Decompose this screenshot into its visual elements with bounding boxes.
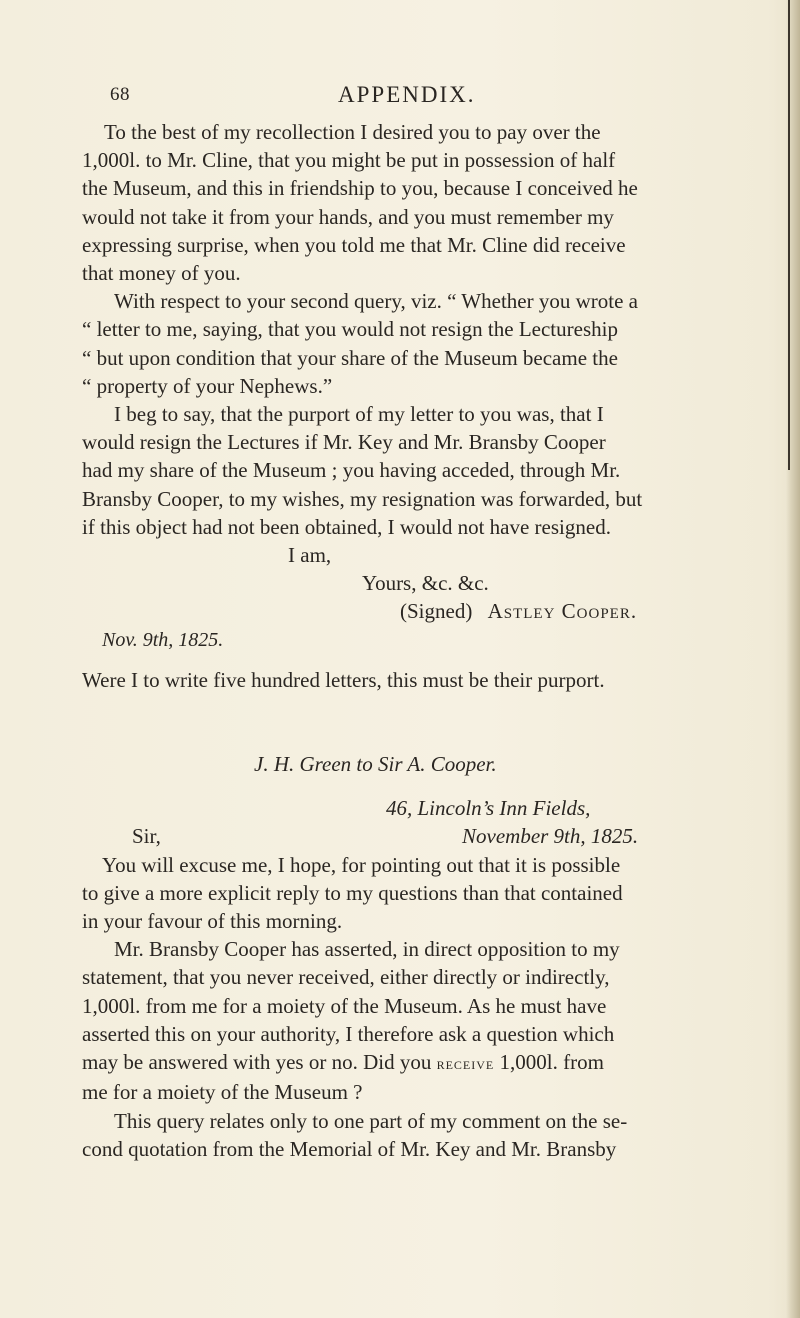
- paragraph: [82, 400, 734, 541]
- text-line: “ property of your Nephews.”: [82, 373, 333, 398]
- text-line: Mr. Bransby Cooper has asserted, in direct opposition to my: [114, 937, 620, 962]
- text-line: “ letter to me, saying, that you would not resign the Lectureship: [82, 317, 618, 342]
- emphasis-text: receive: [436, 1054, 495, 1074]
- text-line: the Museum, and this in friendship to you, because I conceived he: [82, 176, 638, 201]
- text-line: if this object had not been obtained, I would not have resigned.: [82, 514, 611, 539]
- valediction: Yours, &c. &c.: [362, 571, 489, 596]
- paragraph: [82, 851, 734, 936]
- text-line: in your favour of this morning.: [82, 909, 343, 934]
- letter-date: Nov. 9th, 1825.: [102, 628, 224, 651]
- text-line: This query relates only to one part of my comment on the se-: [114, 1108, 628, 1133]
- letter-address: 46, Lincoln’s Inn Fields,: [386, 796, 591, 821]
- page-number: 68: [110, 84, 130, 105]
- text-line: 1,000l. from me for a moiety of the Museum. As he must have: [82, 993, 607, 1018]
- remark: Were I to write five hundred letters, this must be their purport.: [82, 667, 605, 692]
- text-line: With respect to your second query, viz. “ Whether you wrote a: [114, 289, 638, 314]
- text-line: Bransby Cooper, to my wishes, my resignation was forwarded, but: [82, 486, 643, 511]
- text-line: that money of you.: [82, 261, 241, 286]
- paragraph: [82, 935, 734, 1106]
- text-line: [82, 1048, 734, 1078]
- text-line: I beg to say, that the purport of my letter to you was, that I: [114, 402, 604, 427]
- text-line: would not take it from your hands, and you must remember my: [82, 204, 614, 229]
- text-line: had my share of the Museum ; you having acceded, through Mr.: [82, 458, 621, 483]
- text-line: 1,000l. to Mr. Cline, that you might be put in possession of half: [82, 148, 616, 173]
- text-line: would resign the Lectures if Mr. Key and Mr. Bransby Cooper: [82, 430, 606, 455]
- running-head: APPENDIX.: [338, 82, 476, 107]
- signature: Astley Cooper.: [487, 599, 638, 624]
- text-line: asserted this on your authority, I therefore ask a question which: [82, 1021, 615, 1046]
- paragraph: [82, 1107, 734, 1163]
- text-line: expressing surprise, when you told me that Mr. Cline did receive: [82, 232, 626, 257]
- text-line: You will excuse me, I hope, for pointing out that it is possible: [102, 852, 621, 877]
- text-fragment: may be answered with yes or no. Did you: [82, 1050, 437, 1075]
- text-line: “ but upon condition that your share of the Museum became the: [82, 345, 618, 370]
- text-line: To the best of my recollection I desired you to pay over the: [104, 120, 601, 144]
- signed-label: (Signed): [400, 599, 473, 624]
- letter-date: November 9th, 1825.: [462, 824, 639, 849]
- text-fragment: 1,000l. from: [494, 1050, 604, 1075]
- page-header: [0, 82, 800, 112]
- salutation-line: [82, 822, 734, 850]
- closing-line: I am,: [288, 543, 332, 568]
- salutation: Sir,: [132, 824, 161, 849]
- paragraph: [82, 146, 734, 287]
- page-body: [82, 118, 734, 1163]
- text-line: statement, that you never received, either directly or indirectly,: [82, 965, 610, 990]
- binding-line: [788, 0, 790, 470]
- paragraph: [82, 287, 734, 400]
- text-line: me for a moiety of the Museum ?: [82, 1080, 363, 1105]
- text-line: cond quotation from the Memorial of Mr. Key and Mr. Bransby: [82, 1136, 617, 1161]
- text-line: to give a more explicit reply to my questions than that contained: [82, 880, 623, 905]
- signature-line: [82, 597, 734, 625]
- paragraph: [104, 118, 734, 146]
- letter-heading: J. H. Green to Sir A. Cooper.: [254, 752, 497, 777]
